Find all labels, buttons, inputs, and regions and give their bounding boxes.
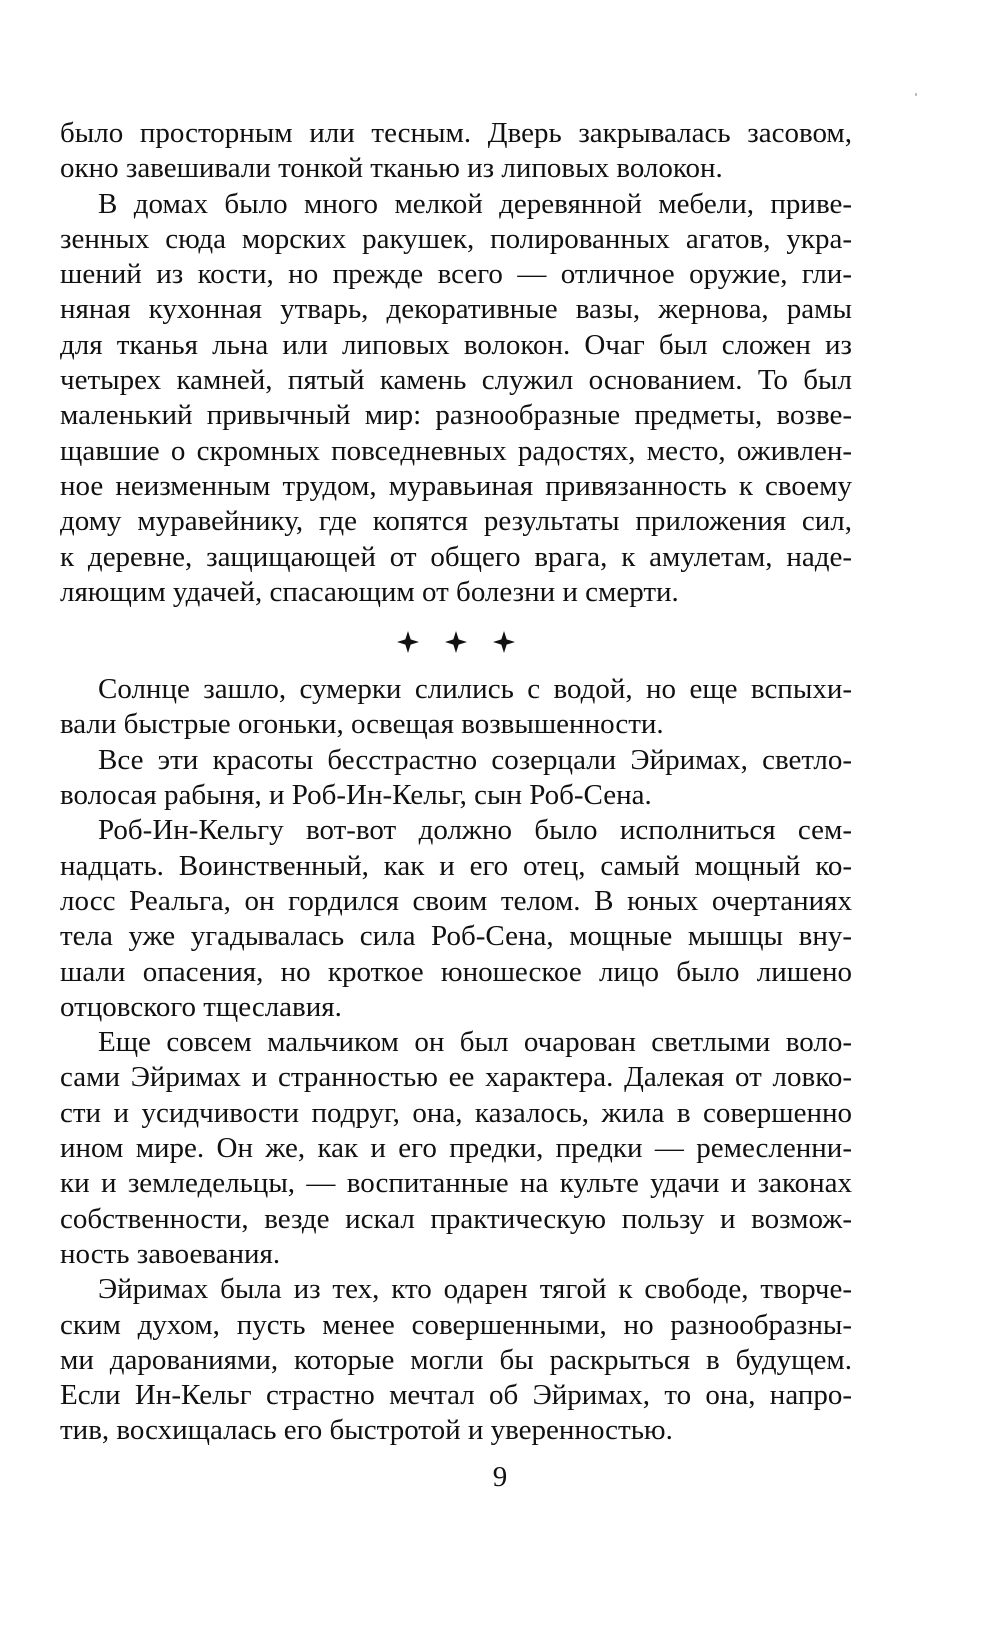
section-separator xyxy=(60,620,852,664)
page-number: 9 xyxy=(492,1461,508,1493)
page-body xyxy=(60,116,852,1449)
scan-speck xyxy=(915,93,917,96)
text-line: Еще совсем мальчиком он был очарован светлыми воло- xyxy=(98,1026,852,1059)
text-line: тела уже угадывалась сила Роб-Сена, мощные мышцы вну- xyxy=(60,920,852,953)
paragraph xyxy=(60,116,852,187)
text-line: надцать. Воинственный, как и его отец, самый мощный ко- xyxy=(60,849,852,882)
text-line: к деревне, защищающей от общего врага, к амулетам, наде- xyxy=(60,540,852,573)
text-line: Роб-Ин-Кельгу вот-вот должно было исполниться сем- xyxy=(98,814,852,847)
text-line: сти и усидчивости подруг, она, казалось, жила в совершенно xyxy=(60,1096,852,1129)
text-line: было просторным или тесным. Дверь закрывалась засовом, xyxy=(60,117,852,149)
text-line: В домах было много мелкой деревянной мебели, приве- xyxy=(98,187,852,220)
paragraph xyxy=(60,187,852,611)
text-line: вали быстрые огоньки, освещая возвышенности. xyxy=(60,708,664,741)
text-line: для тканья льна или липовых волокон. Очаг был сложен из xyxy=(60,328,852,361)
text-line: щавшие о скромных повседневных радостях, место, оживлен- xyxy=(60,434,852,467)
paragraph xyxy=(60,813,852,1025)
text-line: отцовского тщеславия. xyxy=(60,990,342,1023)
text-line: Если Ин-Кельг страстно мечтал об Эйримах, то она, напро- xyxy=(60,1379,852,1412)
text-line: Все эти красоты бесстрастно созерцали Эйримах, светло- xyxy=(98,743,852,776)
text-line: маленький привычный мир: разнообразные предметы, возве- xyxy=(60,399,852,432)
text-line: ное неизменным трудом, муравьиная привязанность к своему xyxy=(60,469,852,502)
text-line: лосс Реальга, он гордился своим телом. В юных очертаниях xyxy=(60,884,852,917)
four-pointed-star-icon xyxy=(493,631,515,653)
text-line: дому муравейнику, где копятся результаты приложения сил, xyxy=(60,505,852,538)
text-line: окно завешивали тонкой тканью из липовых волокон. xyxy=(60,152,723,185)
four-pointed-star-icon xyxy=(397,631,419,653)
text-line: тив, восхищалась его быстротой и уверенностью. xyxy=(60,1414,673,1447)
text-line: собственности, везде искал практическую пользу и возмож- xyxy=(60,1202,852,1235)
paragraph xyxy=(60,1025,852,1272)
text-line: шали опасения, но кроткое юношеское лицо было лишено xyxy=(60,955,852,988)
text-line: няная кухонная утварь, декоративные вазы, жернова, рамы xyxy=(60,293,852,326)
text-line: сами Эйримах и странностью ее характера. Далекая от ловко- xyxy=(60,1061,852,1094)
paragraph xyxy=(60,743,852,814)
text-line: ляющим удачей, спасающим от болезни и смерти. xyxy=(60,575,679,608)
text-line: ки и земледельцы, — воспитанные на культе удачи и законах xyxy=(60,1167,852,1200)
text-line: ность завоевания. xyxy=(60,1237,281,1270)
paragraph xyxy=(60,1272,852,1448)
text-line: волосая рабыня, и Роб-Ин-Кельг, сын Роб-Сена. xyxy=(60,779,652,812)
text-line: четырех камней, пятый камень служил основанием. То был xyxy=(60,364,852,397)
text-line: Эйримах была из тех, кто одарен тягой к свободе, творче- xyxy=(98,1273,852,1306)
paragraph xyxy=(60,672,852,743)
four-pointed-star-icon xyxy=(445,631,467,653)
text-line: ми дарованиями, которые могли бы раскрыться в будущем. xyxy=(60,1343,852,1376)
text-line: шений из кости, но прежде всего — отличное оружие, гли- xyxy=(60,258,852,291)
text-line: зенных сюда морских ракушек, полированных агатов, укра- xyxy=(60,222,852,255)
text-line: ским духом, пусть менее совершенными, но разнообразны- xyxy=(60,1308,852,1341)
text-line: Солнце зашло, сумерки слились с водой, но еще вспыхи- xyxy=(98,673,852,706)
text-line: ином мире. Он же, как и его предки, предки — ремесленни- xyxy=(60,1132,852,1165)
